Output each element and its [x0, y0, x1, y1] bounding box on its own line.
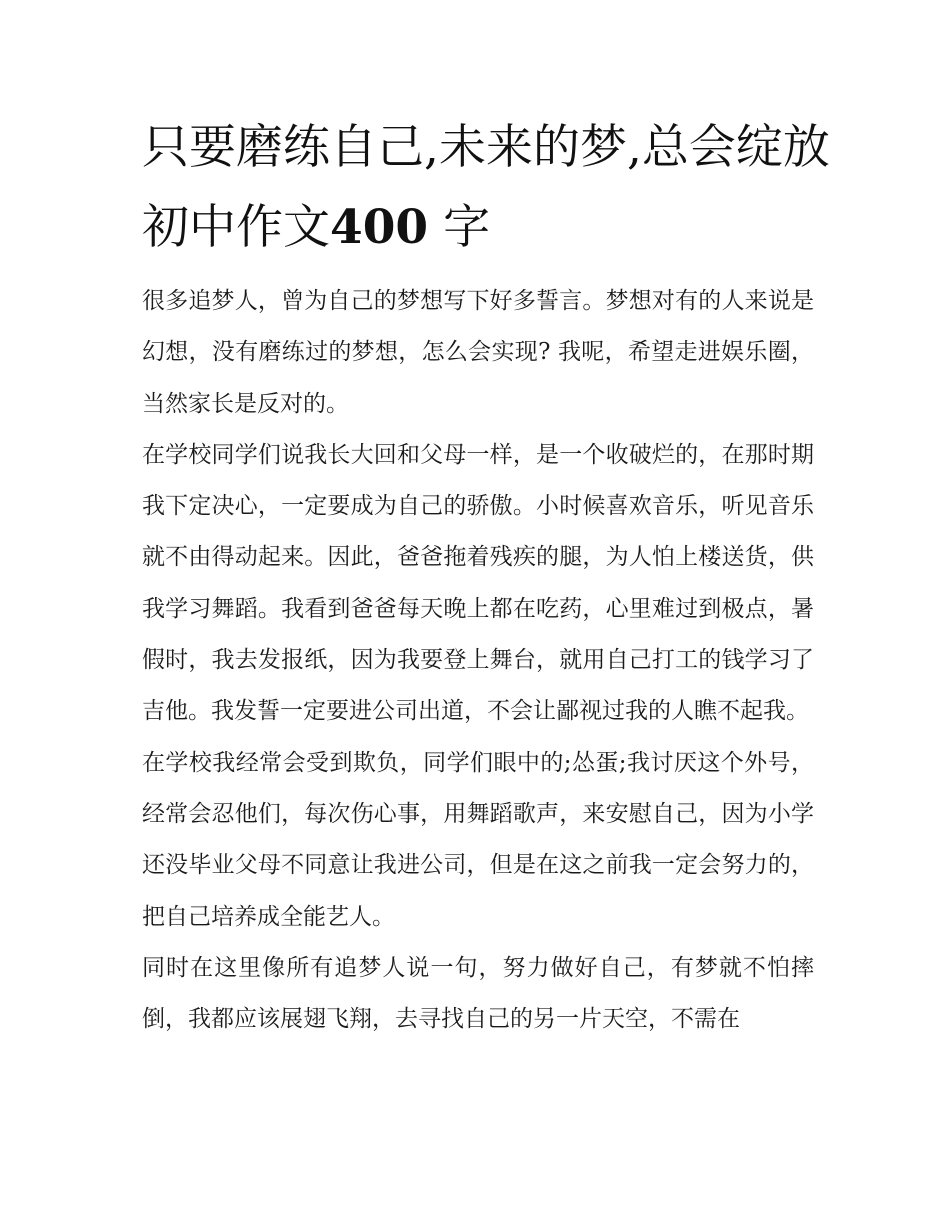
- paragraph-3: 在学校我经常会受到欺负，同学们眼中的;怂蛋;我讨厌这个外号，经常会忍他们，每次伤心事，用舞蹈歌声，来安慰自己，因为小学还没毕业父母不同意让我进公司，但是在这之前我一定会努力的，把自己培养成全能艺人。: [142, 749, 814, 930]
- document-title: [142, 108, 842, 268]
- paragraph-4: 同时在这里像所有追梦人说一句，努力做好自己，有梦就不怕摔倒，我都应该展翅飞翔，去寻找自己的另一片天空，不需在: [142, 954, 814, 1033]
- title-suffix: 字: [443, 200, 491, 255]
- title-number: 400: [330, 200, 429, 255]
- paragraph-1: 很多追梦人，曾为自己的梦想写下好多誓言。梦想对有的人来说是幻想，没有磨练过的梦想，怎么会实现? 我呢，希望走进娱乐圈，当然家长是反对的。: [142, 288, 814, 417]
- document-body: [142, 276, 814, 1045]
- paragraph-2: 在学校同学们说我长大回和父母一样，是一个收破烂的，在那时期我下定决心，一定要成为自己的骄傲。小时候喜欢音乐，听见音乐就不由得动起来。因此，爸爸拖着残疾的腿，为人怕上楼送货，供我学习舞蹈。我看到爸爸每天晚上都在吃药，心里难过到极点，暑假时，我去发报纸，因为我要登上舞台，就用自己打工的钱学习了吉他。我发誓一定要进公司出道，不会让鄙视过我的人瞧不起我。: [142, 441, 814, 725]
- title-text: 只要磨练自己,未来的梦,总会绽放初中作文: [142, 120, 830, 255]
